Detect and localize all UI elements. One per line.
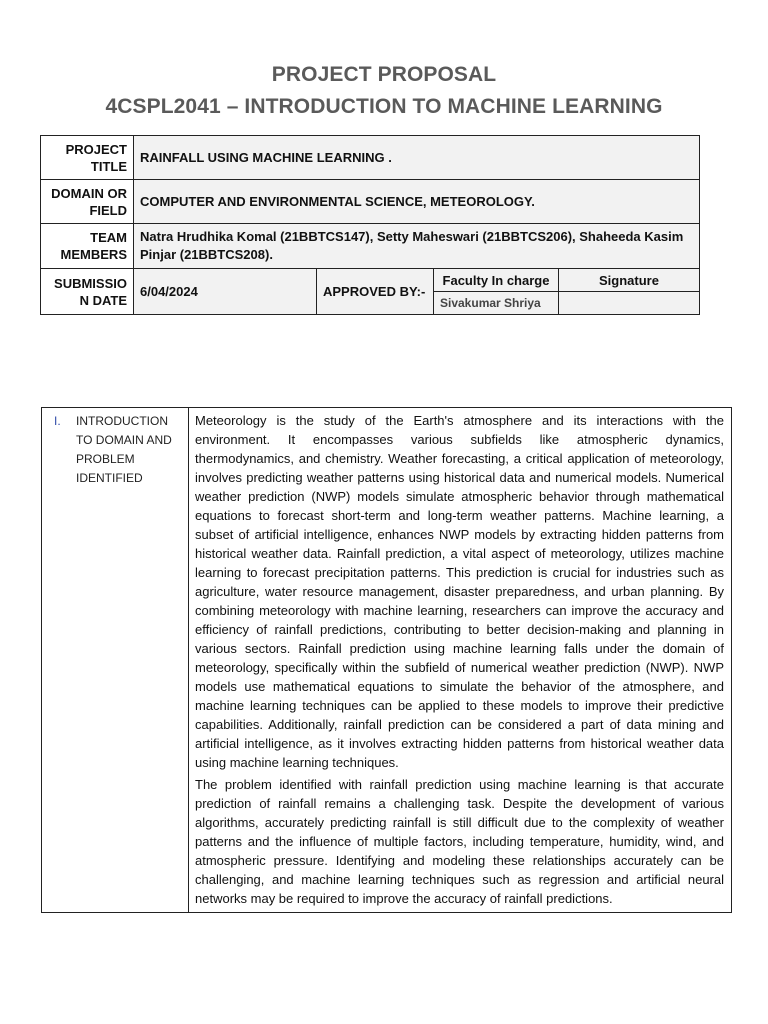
section-number: I. — [54, 414, 61, 428]
domain-label: DOMAIN OR FIELD — [41, 180, 134, 224]
paragraph-domain: Meteorology is the study of the Earth's atmosphere and its interactions with the environment. It encompasses various subfields like atmospheric dynamics, thermodynamics, and chemistry. Weather forecasting, a critical application of meteorology, involves predicting weather patterns using historical data and numerical models. Numerical weather prediction (NWP) models simulate atmospheric behavior through mathematical equations to forecast short-term and long-term weather patterns. Machine learning, a subset of artificial intelligence, enhances NWP models by extracting hidden patterns from historical weather data. Rainfall prediction, a vital aspect of meteorology, utilizes machine learning to forecast precipitation patterns. This prediction is crucial for industries such as agriculture, water resource management, disaster preparedness, and urban planning. By combining meteorology with machine learning, researchers can improve the accuracy and efficiency of rainfall predictions, contributing to better decision-making and planning in various sectors. Rainfall prediction using machine learning falls under the domain of meteorology, specifically within the subfield of numerical weather prediction (NWP). NWP models use mathematical equations to simulate the behavior of the atmosphere, and machine learning techniques can be applied to these models to improve their predictive capabilities. Additionally, rainfall prediction can be considered a part of data mining and artificial intelligence, as it involves extracting hidden patterns from historical weather data using machine learning techniques. — [195, 413, 724, 770]
section-table — [41, 407, 732, 913]
signature-header: Signature — [559, 269, 700, 292]
signature-field — [559, 292, 700, 315]
submission-row — [41, 269, 700, 292]
section-row — [42, 408, 732, 913]
faculty-name: Sivakumar Shriya — [434, 292, 559, 315]
submission-date: 6/04/2024 — [134, 269, 317, 315]
section-heading: INTRODUCTION TO DOMAIN AND PROBLEM IDENTIFIED — [76, 414, 172, 485]
faculty-header: Faculty In charge — [434, 269, 559, 292]
paragraph-problem: The problem identified with rainfall prediction using machine learning is that accurate prediction of rainfall remains a challenging task. Despite the development of various algorithms, accurately predicting rainfall is still difficult due to the complexity of weather patterns and the influence of multiple factors, including temperature, humidity, wind, and atmospheric pressure. Identifying and modeling these relationships accurately can be challenging, and machine learning techniques such as regression and artificial neural networks may be required to improve the accuracy of rainfall predictions. — [195, 777, 724, 906]
team-label: TEAM MEMBERS — [41, 224, 134, 269]
proposal-info-table — [40, 135, 700, 315]
course-title: 4CSPL2041 – INTRODUCTION TO MACHINE LEARNING — [105, 95, 663, 118]
document-title: PROJECT PROPOSAL — [271, 63, 497, 86]
project-title-value: RAINFALL USING MACHINE LEARNING . — [134, 136, 700, 180]
domain-value: COMPUTER AND ENVIRONMENTAL SCIENCE, METEOROLOGY. — [134, 180, 700, 224]
approved-by-label: APPROVED BY:- — [317, 269, 434, 315]
section-body-cell — [189, 408, 732, 913]
team-value: Natra Hrudhika Komal (21BBTCS147), Setty Maheswari (21BBTCS206), Shaheeda Kasim Pinjar (21BBTCS208). — [134, 224, 700, 269]
team-row — [41, 224, 700, 269]
project-title-row — [41, 136, 700, 180]
domain-row — [41, 180, 700, 224]
submission-label: SUBMISSIO N DATE — [41, 269, 134, 315]
project-title-label: PROJECT TITLE — [41, 136, 134, 180]
section-heading-cell — [42, 408, 189, 913]
